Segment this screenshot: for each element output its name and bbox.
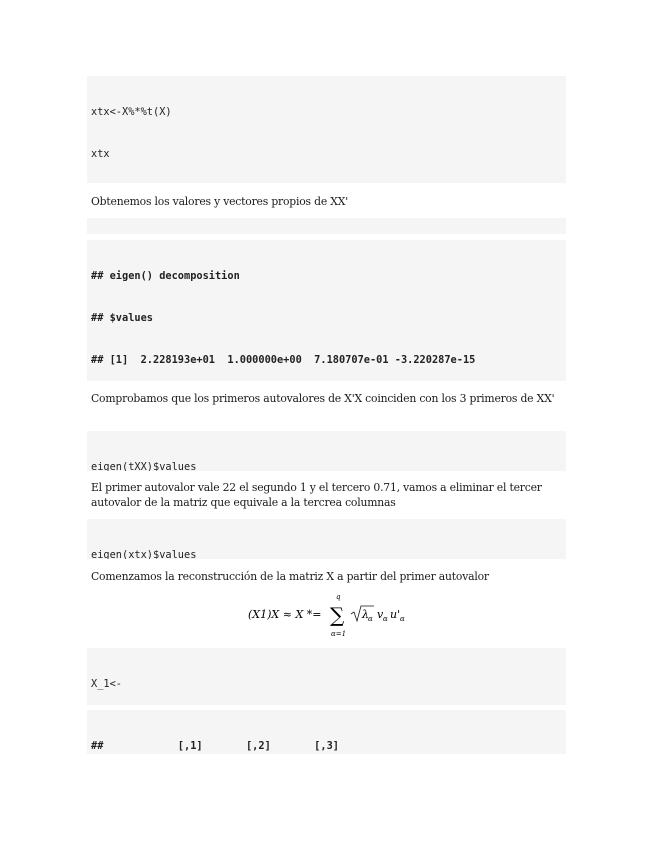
formula-svg <box>0 590 655 640</box>
v-subscript: α <box>383 615 388 623</box>
paragraph-first-eigenvalue: El primer autovalor vale 22 el segundo 1 y el tercero 0.71, vamos a eliminar el tercer autovalor de la matriz que equivale a la tercrea columnas <box>91 481 542 509</box>
u-symbol: u' <box>390 608 401 621</box>
code-block-eigen-txx <box>87 431 566 471</box>
code-line: xtx <box>91 148 110 160</box>
lambda-subscript: α <box>368 615 373 623</box>
reconstruction-formula <box>0 590 655 640</box>
sum-lower-limit: α=1 <box>331 630 347 638</box>
output-block-x1 <box>87 710 566 754</box>
output-line: ## [1] 2.228193e+01 1.000000e+00 7.180707e-01 -3.220287e-15 <box>91 354 476 366</box>
output-line: ## [,1] [,2] [,3] <box>91 740 339 752</box>
lambda-symbol: λ <box>362 608 369 621</box>
code-line: xtx<-X%*%t(X) <box>91 106 172 118</box>
v-symbol: v <box>377 608 384 621</box>
output-block-eigen <box>87 240 566 381</box>
code-block-eigen-xtx-values <box>87 519 566 559</box>
u-subscript: α <box>400 615 405 623</box>
code-line: eigen(xtx)$values <box>91 549 197 559</box>
code-line: X_1<- <box>91 678 122 690</box>
paragraph-reconstruction: Comenzamos la reconstrucción de la matriz X a partir del primer autovalor <box>91 570 489 583</box>
code-block-xtx <box>87 76 566 183</box>
code-line: eigen(tXX)$values <box>91 461 197 471</box>
paragraph-compare: Comprobamos que los primeros autovalores de X'X coinciden con los 3 primeros de XX' <box>91 392 555 405</box>
sum-sigma: ∑ <box>330 603 345 627</box>
code-block-eigen-call <box>87 218 566 234</box>
sum-upper-limit: q <box>336 593 341 601</box>
output-line: ## $values <box>91 312 153 324</box>
paragraph-eigen-intro: Obtenemos los valores y vectores propios de XX' <box>91 195 349 208</box>
formula-lhs: (X1)X ≈ X *= <box>248 608 322 621</box>
output-line: ## eigen() decomposition <box>91 270 240 282</box>
code-block-x1 <box>87 648 566 705</box>
